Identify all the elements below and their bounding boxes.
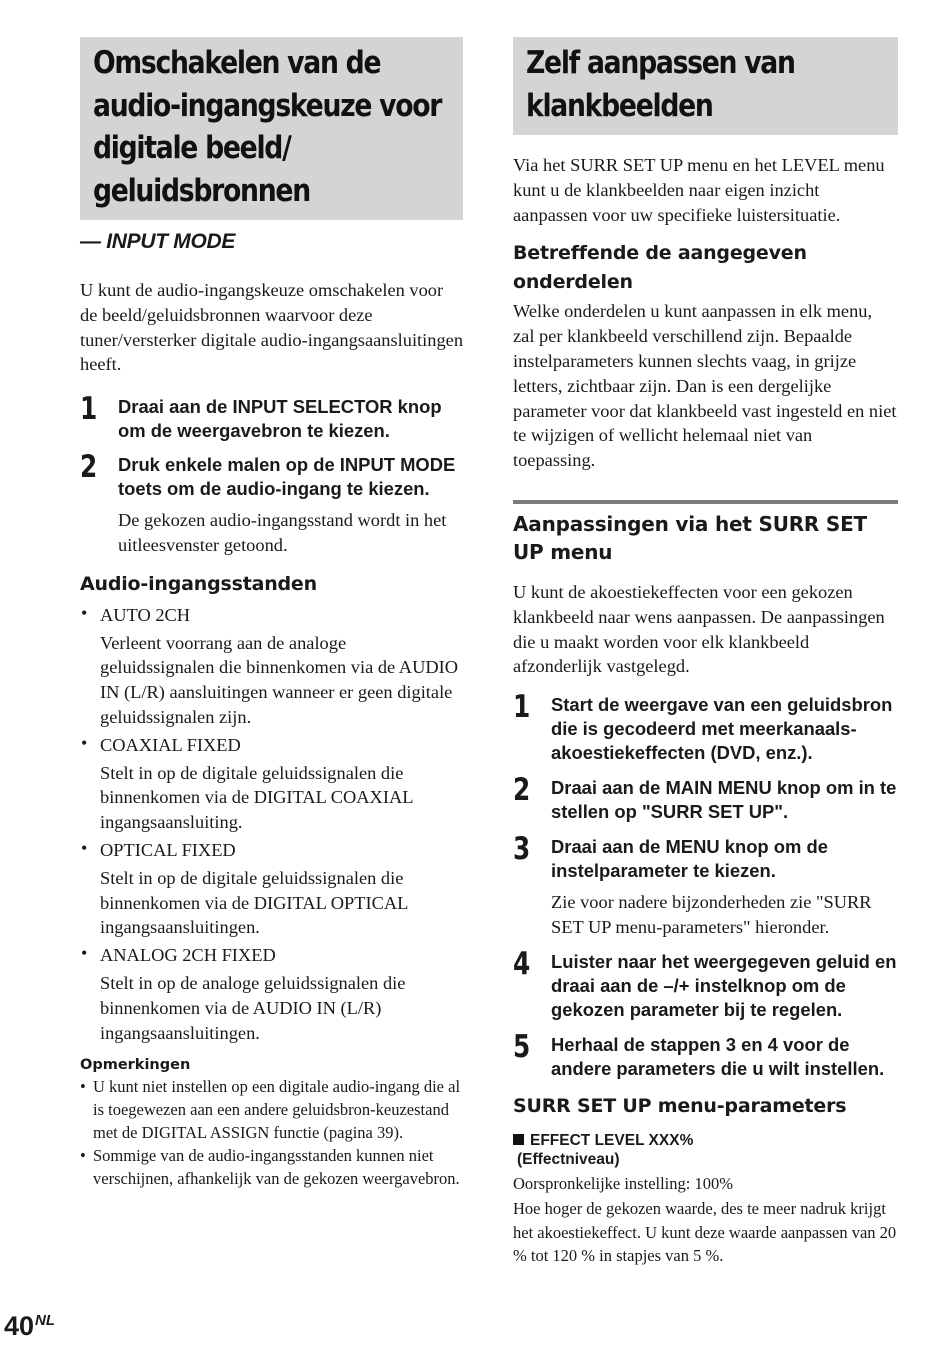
notes-heading: Opmerkingen [80,1057,191,1074]
square-bullet-icon [513,1134,524,1145]
right-step-1 [513,689,898,765]
param-title [513,1131,898,1150]
list-item [80,943,463,1045]
items-heading: Betreffende de aangegeven onderdelen [513,242,807,294]
note-text: U kunt niet instellen op een digitale audio-ingang die al is toegewezen aan een andere geluidsbron-keuzestand met de DIGITAL ASSIGN functie (pagina 39). [93,1077,461,1142]
step-text: Luister naar het weergegeven geluid en draai aan de –/+ instelknop om de gekozen parameter bij te regelen. [551,950,897,1020]
left-section-title: Omschakelen van de audio-ingangskeuze voor digitale beeld/ geluidsbronnen [93,45,442,209]
right-step-4 [513,945,898,1022]
step-text: Start de weergave van een geluidsbron die is gecodeerd met meerkanaals-akoestiekeffecten (DVD, enz.). [551,694,893,764]
step-text: Draai aan de MENU knop om de instelparameter te kiezen. [551,836,828,882]
step-text: Draai aan de INPUT SELECTOR knop om de weergavebron te kiezen. [118,396,442,442]
mode-description: Stelt in op de digitale geluidssignalen die binnenkomen via de DIGITAL COAXIAL ingangsaansluiting. [100,762,413,833]
surr-section-intro: U kunt de akoestiekeffecten voor een gekozen klankbeeld naar wens aanpassen. De aanpassingen die u maakt worden voor elk klankbeeld afzonderlijk vastgelegd. [513,581,885,677]
list-item [80,733,463,835]
step-number: 4 [513,945,531,982]
left-column [80,37,463,1190]
step-number: 2 [80,449,98,486]
modes-heading: Audio-ingangsstanden [80,572,317,595]
bullet-icon: • [81,732,88,753]
left-step-2 [80,449,463,558]
page-language-suffix: NL [35,1312,56,1329]
right-section-title: Zelf aanpassen van klankbeelden [526,45,795,124]
step-number: 1 [80,391,98,428]
list-item [80,1076,463,1144]
param-subtitle: (Effectniveau) [517,1150,620,1168]
mode-name: COAXIAL FIXED [100,734,241,755]
params-heading: SURR SET UP menu-parameters [513,1094,847,1117]
surr-section-heading: Aanpassingen via het SURR SET UP menu [513,511,868,564]
left-step-1 [80,391,463,443]
modes-list [80,603,463,1046]
list-item [80,603,463,730]
right-title-box [513,37,898,135]
right-intro: Via het SURR SET UP menu en het LEVEL menu kunt u de klankbeelden naar eigen inzicht aanpassen voor uw specifieke luistersituatie. [513,155,885,225]
param-name: EFFECT LEVEL XXX% [530,1131,694,1149]
bullet-icon: • [81,602,88,623]
right-column [513,37,898,1268]
bullet-icon: • [81,943,88,964]
items-body: Welke onderdelen u kunt aanpassen in elk menu, zal per klankbeeld verschillend zijn. Bepaalde instelparameters kunnen slechts vaag, in grijze letters, zichtbaar zijn. Dan is een dergelijke parameter voor dat klankbeeld vast ingesteld en niet te wijzigen of wellicht helemaal niet van toepassing. [513,301,897,471]
mode-description: Stelt in op de analoge geluidssignalen die binnenkomen via de AUDIO IN (L/R) ingangsaansluitingen. [100,972,406,1043]
step-number: 2 [513,772,531,809]
page-number [4,1311,55,1342]
bullet-icon: • [80,1077,86,1097]
note-text: Sommige van de audio-ingangsstanden kunnen niet verschijnen, afhankelijk van de gekozen weergavebron. [93,1145,460,1188]
bullet-icon: • [80,1145,86,1165]
step-number: 3 [513,831,531,868]
mode-name: AUTO 2CH [100,604,191,625]
right-step-5 [513,1028,898,1081]
notes-list [80,1076,463,1190]
bullet-icon: • [81,837,88,858]
step-text: Druk enkele malen op de INPUT MODE toets om de audio-ingang te kiezen. [118,454,456,500]
list-item [80,838,463,940]
param-description: Hoe hoger de gekozen waarde, des te meer nadruk krijgt het akoestiekeffect. U kunt deze waarde aanpassen van 20 % tot 120 % in stapjes van 5 %. [513,1199,897,1266]
section-divider [513,500,898,504]
param-default: Oorspronkelijke instelling: 100% [513,1173,733,1193]
step-text: Herhaal de stappen 3 en 4 voor de andere parameters die u wilt instellen. [551,1033,885,1079]
left-subtitle: — INPUT MODE [80,230,236,253]
left-title-box [80,37,463,220]
list-item [80,1145,463,1191]
left-intro: U kunt de audio-ingangskeuze omschakelen voor de beeld/geluidsbronnen waarvoor deze tuner/versterker digitale audio-ingangsaansluitingen heeft. [80,280,464,375]
mode-description: Stelt in op de digitale geluidssignalen die binnenkomen via de DIGITAL OPTICAL ingangsaansluitingen. [100,867,408,938]
step-number: 1 [513,689,531,726]
step-description: Zie voor nadere bijzonderheden zie "SURR SET UP menu-parameters" hieronder. [551,892,872,937]
right-step-3 [513,831,898,940]
step-text: Draai aan de MAIN MENU knop om in te stellen op "SURR SET UP". [551,777,897,823]
mode-name: OPTICAL FIXED [100,839,236,860]
step-number: 5 [513,1028,531,1065]
mode-description: Verleent voorrang aan de analoge geluidssignalen die binnenkomen via de AUDIO IN (L/R) aansluitingen wanneer er geen digitale geluidssignalen zijn. [100,632,459,727]
mode-name: ANALOG 2CH FIXED [100,945,276,966]
right-step-2 [513,772,898,824]
page-number-value: 40 [4,1311,35,1341]
step-description: De gekozen audio-ingangsstand wordt in het uitleesvenster getoond. [118,510,447,555]
